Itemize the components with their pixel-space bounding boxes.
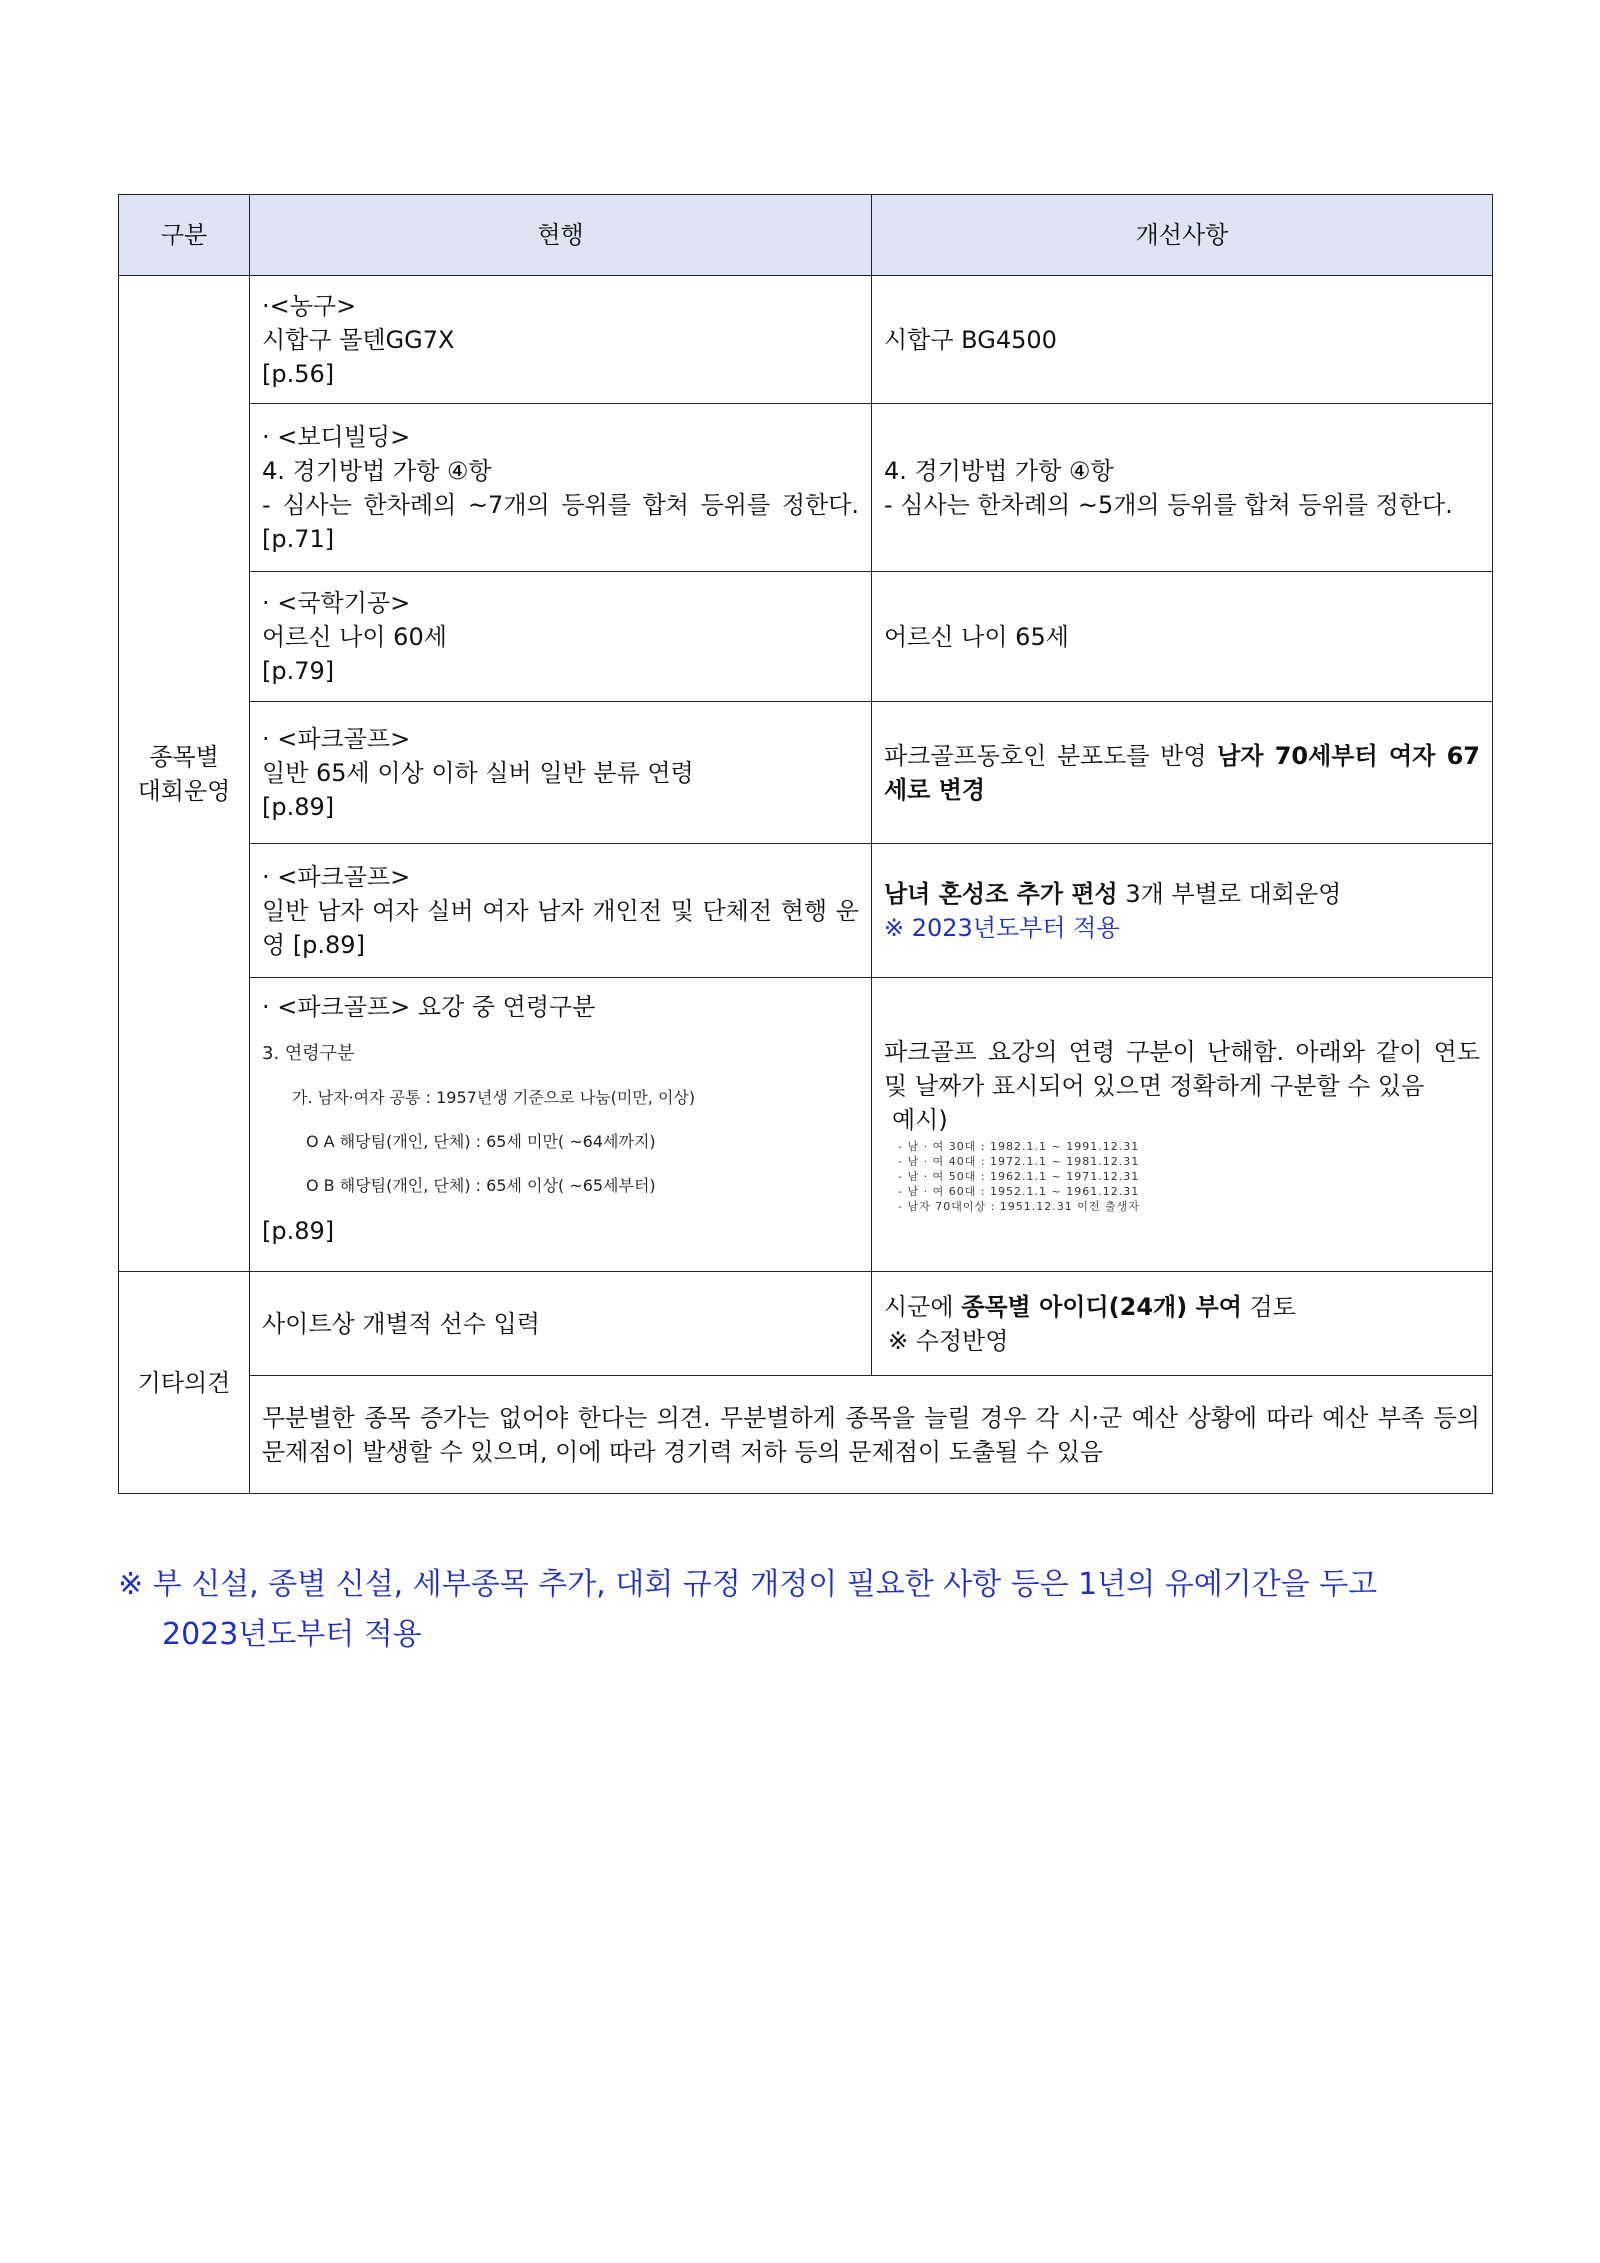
improvement-cell — [872, 844, 1493, 978]
cell-text: 파크골프동호인 분포도를 반영 — [884, 741, 1218, 770]
current-cell — [250, 844, 872, 978]
category-label-line2: 대회운영 — [137, 776, 231, 805]
improvement-cell — [872, 404, 1493, 572]
improvement-cell — [872, 1272, 1493, 1376]
table-row — [119, 1272, 1493, 1376]
current-cell — [250, 404, 872, 572]
cell-line: 4. 경기방법 가항 ④항 — [262, 456, 492, 485]
footnote-line1: ※ 부 신설, 종별 신설, 세부종목 추가, 대회 규정 개정이 필요한 사항 등은 1년의 유예기간을 두고 — [118, 1567, 1378, 1602]
current-cell — [250, 702, 872, 844]
example-line: - 남 · 여 30대 : 1982.1.1 ~ 1991.12.31 — [898, 1140, 1140, 1153]
cell-line: · <파크골프> 요강 중 연령구분 — [262, 993, 596, 1021]
improvement-table — [118, 194, 1493, 1494]
cell-note: ※ 2023년도부터 적용 — [884, 913, 1120, 942]
cell-text: 검토 — [1241, 1292, 1296, 1321]
improvement-cell — [872, 572, 1493, 702]
example-line: - 남자 70대이상 : 1951.12.31 이전 출생자 — [898, 1200, 1140, 1213]
table-row — [119, 1376, 1493, 1494]
improvement-cell — [872, 702, 1493, 844]
cell-line: - 심사는 한차례의 ~7개의 등위를 합쳐 등위를 정한다. [p.71] — [262, 490, 859, 553]
cell-line: [p.56] — [262, 359, 335, 388]
table-row — [119, 978, 1493, 1272]
cell-line: 시합구 BG4500 — [884, 325, 1057, 354]
cell-line: · <국학기공> — [262, 588, 411, 617]
cell-text: 파크골프 요강의 연령 구분이 난해함. 아래와 같이 연도 및 날짜가 표시되어 있으면 정확하게 구분할 수 있음 — [884, 1038, 1480, 1100]
current-cell: 사이트상 개별적 선수 입력 — [250, 1272, 872, 1376]
table-row — [119, 702, 1493, 844]
table-row — [119, 404, 1493, 572]
example-list — [884, 1139, 1480, 1214]
cell-line: · <파크골프> — [262, 724, 411, 753]
table-row — [119, 844, 1493, 978]
cell-line: 4. 경기방법 가항 ④항 — [884, 456, 1114, 485]
example-line: - 남 · 여 50대 : 1962.1.1 ~ 1971.12.31 — [898, 1170, 1140, 1183]
cell-line: - 심사는 한차례의 ~5개의 등위를 합쳐 등위를 정한다. — [884, 490, 1453, 519]
example-line: - 남 · 여 40대 : 1972.1.1 ~ 1981.12.31 — [898, 1155, 1140, 1168]
cell-text-bold: 남자 70세부터 여자 67세로 변경 — [884, 741, 1480, 804]
current-cell — [250, 978, 872, 1272]
cell-text: 3개 부별로 대회운영 — [1117, 879, 1342, 908]
cell-line: 일반 65세 이상 이하 실버 일반 분류 연령 — [262, 758, 694, 787]
cell-line: 어르신 나이 60세 — [262, 622, 447, 651]
regulation-line: O B 해당팀(개인, 단체) : 65세 이상( ~65세부터) — [306, 1176, 656, 1195]
current-cell — [250, 276, 872, 404]
cell-line: 어르신 나이 65세 — [884, 622, 1069, 651]
header-improvement: 개선사항 — [872, 195, 1493, 276]
cell-line: · <파크골프> — [262, 862, 411, 891]
footnote-line2: 2023년도부터 적용 — [162, 1617, 422, 1652]
table-header-row — [119, 195, 1493, 276]
cell-text-bold: 종목별 아이디(24개) 부여 — [961, 1292, 1242, 1321]
footnote — [118, 1560, 1498, 1660]
category-event-operation — [119, 276, 250, 1272]
opinion-cell: 무분별한 종목 증가는 없어야 한다는 의견. 무분별하게 종목을 늘릴 경우 각 시·군 예산 상황에 따라 예산 부족 등의 문제점이 발생할 수 있으며, 이에 따라 경기력 저하 등의 문제점이 도출될 수 있음 — [250, 1376, 1493, 1494]
cell-line: 예시) — [892, 1106, 948, 1134]
cell-text-bold: 남녀 혼성조 추가 편성 — [884, 879, 1118, 908]
cell-line: [p.89] — [262, 1217, 335, 1245]
example-line: - 남 · 여 60대 : 1952.1.1 ~ 1961.12.31 — [898, 1185, 1140, 1198]
table-row — [119, 572, 1493, 702]
improvement-cell — [872, 276, 1493, 404]
cell-line: 시합구 몰텐GG7X — [262, 325, 455, 354]
regulation-line: O A 해당팀(개인, 단체) : 65세 미만( ~64세까지) — [306, 1132, 656, 1151]
cell-text: 시군에 — [884, 1292, 962, 1321]
regulation-heading: 3. 연령구분 — [262, 1043, 355, 1064]
category-other-opinions: 기타의견 — [119, 1272, 250, 1494]
table-row — [119, 276, 1493, 404]
regulation-excerpt — [262, 1032, 859, 1208]
category-label-line1: 종목별 — [149, 742, 219, 771]
header-gubun: 구분 — [119, 195, 250, 276]
improvement-cell — [872, 978, 1493, 1272]
regulation-line: 가. 남자·여자 공통 : 1957년생 기준으로 나눔(미만, 이상) — [292, 1088, 696, 1107]
cell-line: ·<농구> — [262, 291, 357, 320]
header-current: 현행 — [250, 195, 872, 276]
cell-line: [p.89] — [262, 792, 335, 821]
cell-line: [p.79] — [262, 656, 335, 685]
cell-line: · <보디빌딩> — [262, 422, 411, 451]
cell-note: ※ 수정반영 — [888, 1326, 1009, 1355]
current-cell — [250, 572, 872, 702]
cell-line: 일반 남자 여자 실버 여자 남자 개인전 및 단체전 현행 운영 [p.89] — [262, 896, 859, 959]
